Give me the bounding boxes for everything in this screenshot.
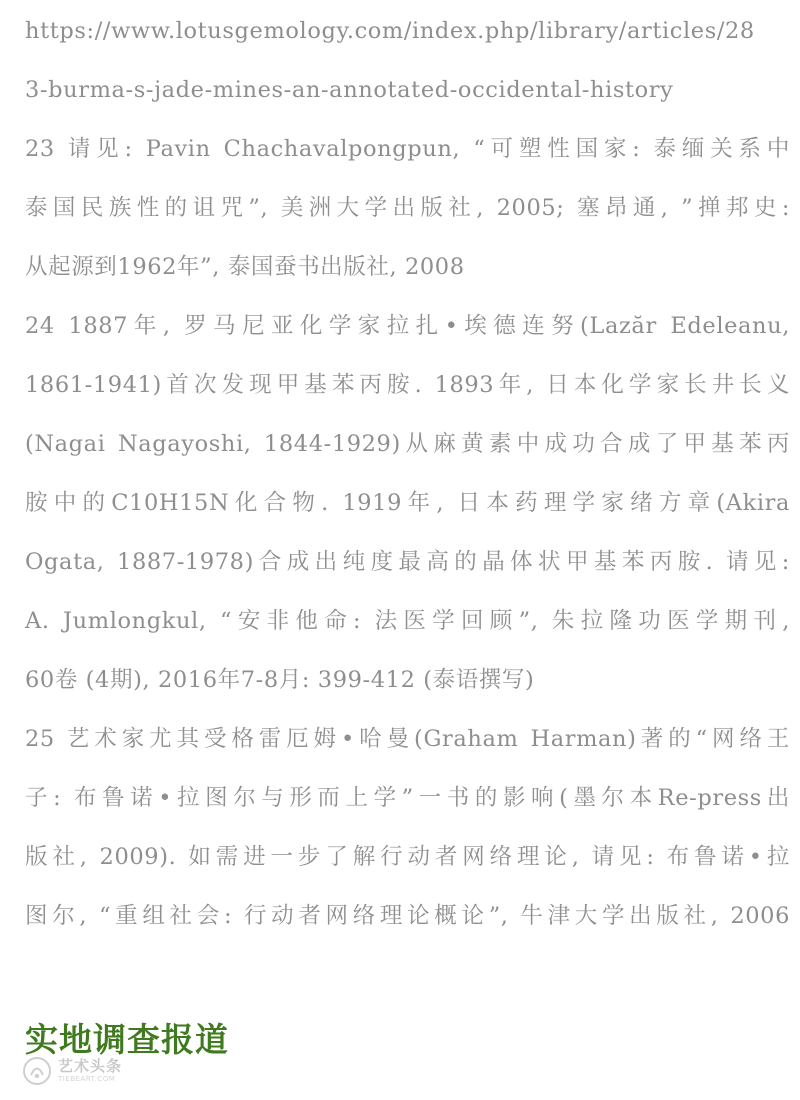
watermark-subtext: TIEBEART.COM bbox=[58, 1075, 116, 1083]
footnote-line: 图尔, “重组社会: 行动者网络理论概论”, 牛津大学出版社, 2006 bbox=[25, 903, 790, 929]
watermark-logo-icon bbox=[22, 1056, 52, 1086]
footnote-line: Ogata, 1887-1978)合成出纯度最高的晶体状甲基苯丙胺. 请见: bbox=[25, 549, 790, 575]
watermark-text: 艺术头条 bbox=[58, 1057, 123, 1075]
footnote-line[interactable]: 3-burma-s-jade-mines-an-annotated-occidental-history bbox=[25, 77, 674, 103]
footnote-line: 胺中的C10H15N化合物. 1919年, 日本药理学家绪方章(Akira bbox=[25, 490, 790, 516]
watermark bbox=[22, 1056, 122, 1086]
section-title: 实地调查报道 bbox=[25, 1020, 229, 1059]
footnote-line: 从起源到1962年”, 泰国蚕书出版社, 2008 bbox=[25, 254, 465, 280]
footnote-line: 25 艺术家尤其受格雷厄姆•哈曼(Graham Harman)著的“网络王 bbox=[25, 726, 790, 752]
footnote-line: 版社, 2009). 如需进一步了解行动者网络理论, 请见: 布鲁诺•拉 bbox=[25, 844, 790, 870]
footnote-line: (Nagai Nagayoshi, 1844-1929)从麻黄素中成功合成了甲基苯丙 bbox=[25, 431, 790, 457]
footnote-line: 1861-1941)首次发现甲基苯丙胺. 1893年, 日本化学家长井长义 bbox=[25, 372, 790, 398]
footnote-line[interactable]: https://www.lotusgemology.com/index.php/library/articles/28 bbox=[25, 18, 755, 44]
footnote-line: 23 请见: Pavin Chachavalpongpun, “可塑性国家: 泰缅关系中 bbox=[25, 136, 790, 162]
footnote-line: 泰国民族性的诅咒”, 美洲大学出版社, 2005; 塞昂通, ”掸邦史: bbox=[25, 195, 790, 221]
footnote-line: A. Jumlongkul, “安非他命: 法医学回顾”, 朱拉隆功医学期刊, bbox=[25, 608, 790, 634]
footnote-line: 24 1887年, 罗马尼亚化学家拉扎•埃德连努(Lazăr Edeleanu, bbox=[25, 313, 790, 339]
footnote-line: 子: 布鲁诺•拉图尔与形而上学”一书的影响(墨尔本Re-press出 bbox=[25, 785, 790, 811]
footnote-line: 60卷 (4期), 2016年7-8月: 399-412 (泰语撰写) bbox=[25, 667, 535, 693]
